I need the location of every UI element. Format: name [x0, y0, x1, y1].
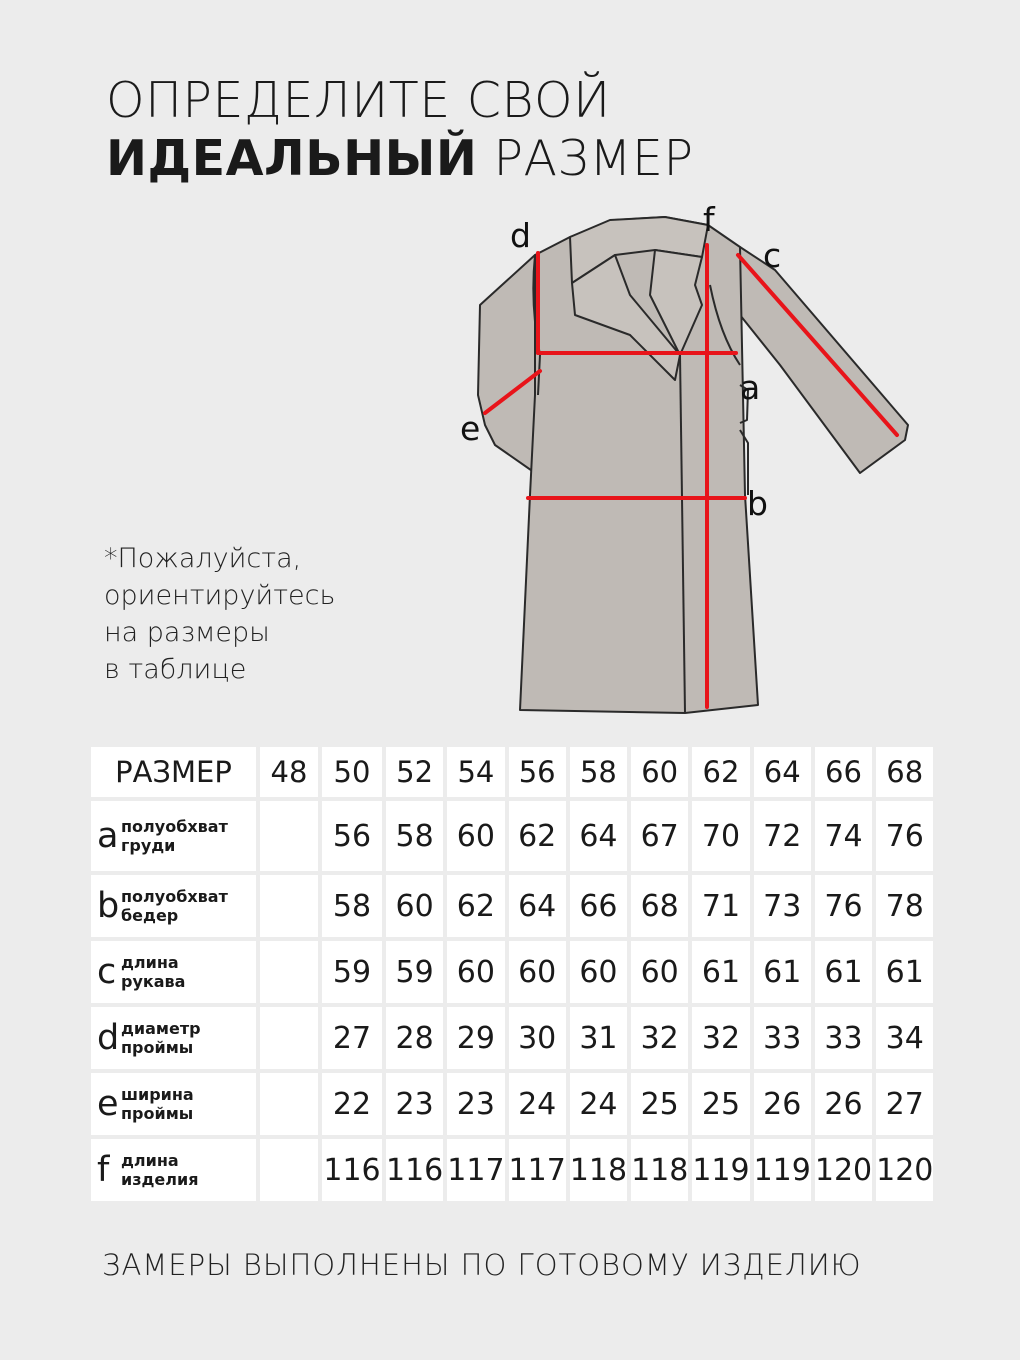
- row-label-line: длина: [121, 1151, 179, 1170]
- table-row: [91, 875, 933, 937]
- size-table: [87, 743, 937, 1205]
- table-cell: 23: [447, 1073, 504, 1135]
- table-cell: 25: [692, 1073, 749, 1135]
- title-strong: ИДЕАЛЬНЫЙ: [106, 130, 478, 187]
- table-cell: 59: [386, 941, 443, 1003]
- size-header: 58: [570, 747, 627, 797]
- table-cell: 117: [509, 1139, 566, 1201]
- table-cell: 32: [631, 1007, 688, 1069]
- table-cell: 32: [692, 1007, 749, 1069]
- table-cell: 28: [386, 1007, 443, 1069]
- row-label-line: длина: [121, 953, 179, 972]
- right-sleeve: [740, 247, 908, 473]
- table-cell: 116: [322, 1139, 382, 1201]
- row-label-line: рукава: [121, 972, 186, 991]
- header-label: РАЗМЕР: [91, 747, 256, 797]
- row-label-line: изделия: [121, 1170, 199, 1189]
- table-cell: 60: [631, 941, 688, 1003]
- table-cell: 120: [815, 1139, 872, 1201]
- coat-illustration: [478, 217, 908, 713]
- table-cell: [260, 875, 318, 937]
- table-cell: 58: [386, 801, 443, 871]
- table-row: [91, 1139, 933, 1201]
- row-label: [121, 817, 228, 855]
- table-cell: 62: [447, 875, 504, 937]
- note-line: *Пожалуйста,: [104, 543, 302, 574]
- row-label-line: диаметр: [121, 1019, 201, 1038]
- row-label-line: проймы: [121, 1038, 194, 1057]
- row-header: [91, 1139, 256, 1201]
- title-line-2: [106, 130, 694, 188]
- label-e: e: [460, 409, 481, 448]
- size-header: 54: [447, 747, 504, 797]
- note-line: на размеры: [104, 617, 270, 648]
- row-label-line: проймы: [121, 1104, 194, 1123]
- size-header: 50: [322, 747, 382, 797]
- table-cell: 33: [754, 1007, 811, 1069]
- row-label: [121, 1085, 194, 1123]
- size-header: 60: [631, 747, 688, 797]
- row-label: [121, 1151, 198, 1189]
- table-cell: 118: [570, 1139, 627, 1201]
- table-row: [91, 1073, 933, 1135]
- size-header: 48: [260, 747, 318, 797]
- table-cell: 24: [509, 1073, 566, 1135]
- note-line: в таблице: [104, 654, 247, 685]
- table-cell: 118: [631, 1139, 688, 1201]
- row-label-line: груди: [121, 836, 176, 855]
- row-header: [91, 875, 256, 937]
- table-cell: [260, 941, 318, 1003]
- note-line: ориентируйтесь: [104, 580, 336, 611]
- table-cell: 22: [322, 1073, 382, 1135]
- row-letter: f: [97, 1150, 110, 1190]
- row-letter: e: [97, 1084, 119, 1124]
- table-cell: 61: [876, 941, 933, 1003]
- table-cell: 78: [876, 875, 933, 937]
- label-d: d: [510, 216, 531, 255]
- label-a: a: [740, 368, 761, 407]
- label-f: f: [703, 200, 715, 239]
- row-label-line: бедер: [121, 906, 179, 925]
- table-row: [91, 1007, 933, 1069]
- size-header: 56: [509, 747, 566, 797]
- table-cell: 60: [570, 941, 627, 1003]
- table-cell: 60: [447, 941, 504, 1003]
- label-b: b: [747, 484, 768, 523]
- table-cell: 61: [754, 941, 811, 1003]
- table-cell: 33: [815, 1007, 872, 1069]
- row-letter: a: [97, 816, 119, 856]
- table-cell: 66: [570, 875, 627, 937]
- row-label-line: ширина: [121, 1085, 194, 1104]
- table-cell: 56: [322, 801, 382, 871]
- table-cell: 60: [447, 801, 504, 871]
- table-cell: 30: [509, 1007, 566, 1069]
- table-cell: 23: [386, 1073, 443, 1135]
- table-cell: 34: [876, 1007, 933, 1069]
- table-cell: [260, 1007, 318, 1069]
- table-cell: 60: [509, 941, 566, 1003]
- table-cell: 67: [631, 801, 688, 871]
- table-cell: [260, 1073, 318, 1135]
- row-header: [91, 1073, 256, 1135]
- size-header: 66: [815, 747, 872, 797]
- table-cell: 76: [876, 801, 933, 871]
- size-note: [104, 540, 335, 688]
- table-cell: 29: [447, 1007, 504, 1069]
- size-header: 68: [876, 747, 933, 797]
- table-cell: 58: [322, 875, 382, 937]
- table-cell: 70: [692, 801, 749, 871]
- row-label-line: полуобхват: [121, 817, 228, 836]
- table-cell: 61: [815, 941, 872, 1003]
- row-header: [91, 941, 256, 1003]
- size-header: 62: [692, 747, 749, 797]
- row-letter: c: [97, 952, 117, 992]
- row-letter: d: [97, 1018, 120, 1058]
- table-cell: 31: [570, 1007, 627, 1069]
- row-header: [91, 1007, 256, 1069]
- coat-body: [520, 217, 761, 713]
- table-row: [91, 941, 933, 1003]
- table-cell: 59: [322, 941, 382, 1003]
- table-row: [91, 801, 933, 871]
- table-cell: [260, 1139, 318, 1201]
- table-cell: 117: [447, 1139, 504, 1201]
- table-cell: 72: [754, 801, 811, 871]
- table-cell: 73: [754, 875, 811, 937]
- table-cell: 119: [754, 1139, 811, 1201]
- table-cell: 26: [815, 1073, 872, 1135]
- table-cell: 119: [692, 1139, 749, 1201]
- table-header-row: [91, 747, 933, 797]
- table-cell: 64: [570, 801, 627, 871]
- table-cell: [260, 801, 318, 871]
- table-cell: 64: [509, 875, 566, 937]
- table-cell: 61: [692, 941, 749, 1003]
- row-letter: b: [97, 886, 120, 926]
- label-c: c: [763, 236, 782, 275]
- footer-note: ЗАМЕРЫ ВЫПОЛНЕНЫ ПО ГОТОВОМУ ИЗДЕЛИЮ: [102, 1248, 862, 1282]
- row-label: [121, 953, 185, 991]
- row-label: [121, 1019, 201, 1057]
- table-cell: 62: [509, 801, 566, 871]
- table-cell: 71: [692, 875, 749, 937]
- table-cell: 68: [631, 875, 688, 937]
- table-cell: 116: [386, 1139, 443, 1201]
- table-cell: 24: [570, 1073, 627, 1135]
- table-cell: 120: [876, 1139, 933, 1201]
- table-cell: 74: [815, 801, 872, 871]
- table-cell: 27: [876, 1073, 933, 1135]
- coat-diagram: [440, 195, 920, 725]
- title-line-1: ОПРЕДЕЛИТЕ СВОЙ: [106, 72, 611, 129]
- row-header: [91, 801, 256, 871]
- row-label: [121, 887, 228, 925]
- table-cell: 27: [322, 1007, 382, 1069]
- size-header: 52: [386, 747, 443, 797]
- table-cell: 25: [631, 1073, 688, 1135]
- size-header: 64: [754, 747, 811, 797]
- title-rest: РАЗМЕР: [493, 130, 694, 187]
- table-cell: 76: [815, 875, 872, 937]
- table-cell: 26: [754, 1073, 811, 1135]
- table-cell: 60: [386, 875, 443, 937]
- page-title: [106, 72, 694, 188]
- row-label-line: полуобхват: [121, 887, 228, 906]
